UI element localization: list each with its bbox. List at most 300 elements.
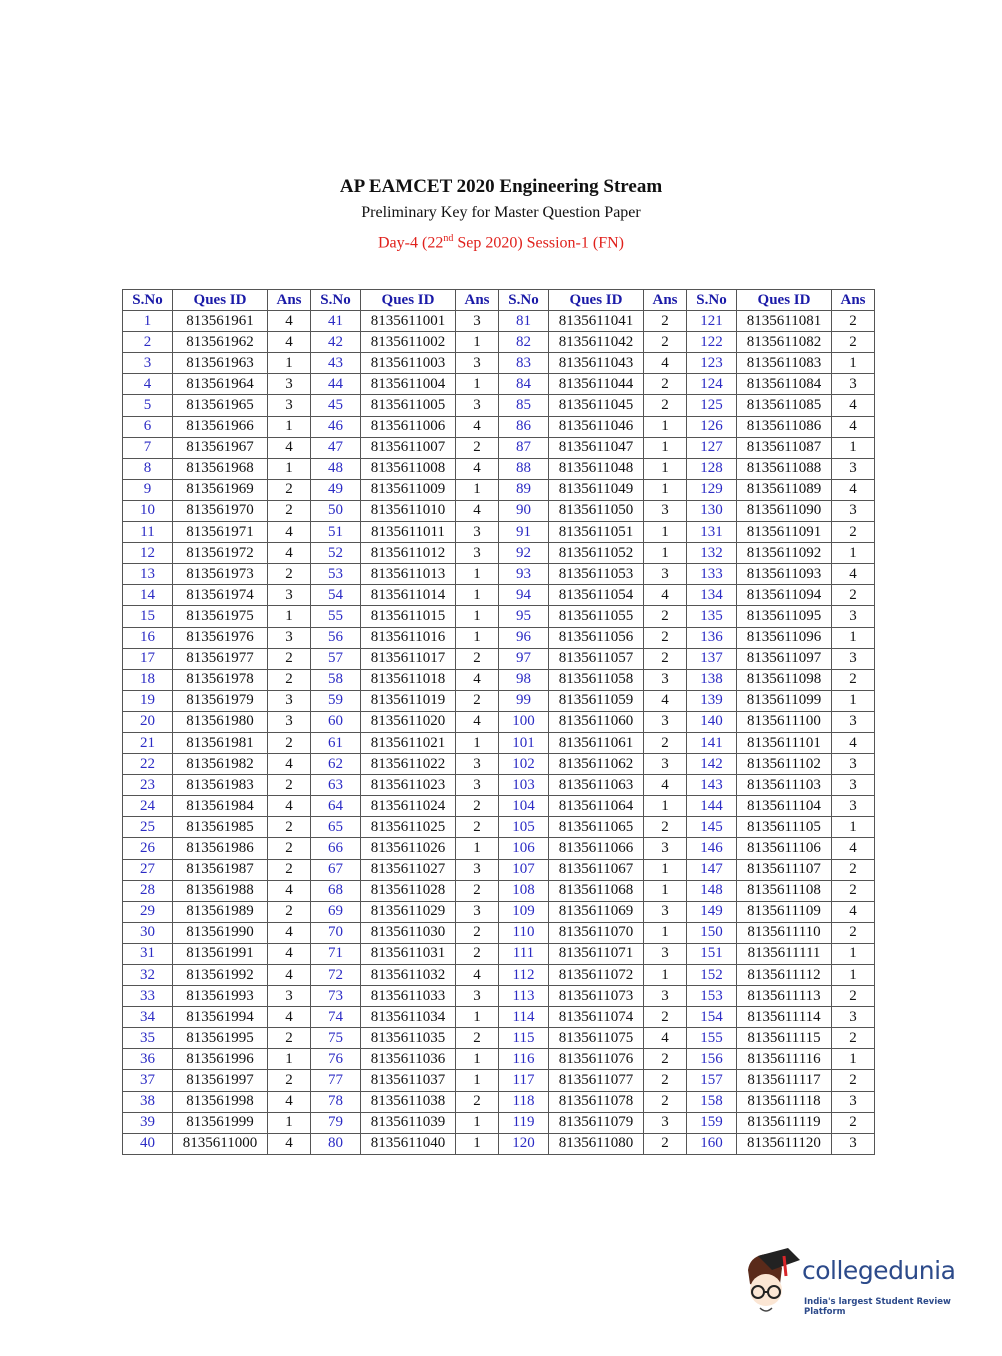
- serial-number-cell: 24: [123, 796, 173, 817]
- serial-number-cell: 119: [499, 1112, 549, 1133]
- serial-number-cell: 56: [311, 627, 361, 648]
- serial-number-cell: 123: [687, 353, 737, 374]
- question-id-cell: 8135611008: [361, 458, 456, 479]
- answer-cell: 1: [456, 1007, 499, 1028]
- serial-number-cell: 95: [499, 606, 549, 627]
- answer-cell: 3: [456, 522, 499, 543]
- answer-cell: 4: [456, 965, 499, 986]
- answer-cell: 2: [832, 986, 875, 1007]
- serial-number-cell: 135: [687, 606, 737, 627]
- answer-cell: 3: [268, 986, 311, 1007]
- serial-number-cell: 115: [499, 1028, 549, 1049]
- question-id-cell: 8135611062: [549, 754, 644, 775]
- answer-cell: 4: [832, 901, 875, 922]
- serial-number-cell: 6: [123, 416, 173, 437]
- serial-number-cell: 156: [687, 1049, 737, 1070]
- serial-number-cell: 43: [311, 353, 361, 374]
- question-id-cell: 8135611072: [549, 965, 644, 986]
- question-id-cell: 8135611042: [549, 332, 644, 353]
- table-row: [123, 500, 875, 521]
- answer-cell: 4: [456, 500, 499, 521]
- question-id-cell: 8135611090: [737, 500, 832, 521]
- serial-number-cell: 152: [687, 965, 737, 986]
- serial-number-cell: 27: [123, 859, 173, 880]
- table-row: [123, 690, 875, 711]
- serial-number-cell: 97: [499, 648, 549, 669]
- question-id-cell: 8135611027: [361, 859, 456, 880]
- serial-number-cell: 134: [687, 585, 737, 606]
- question-id-cell: 8135611082: [737, 332, 832, 353]
- serial-number-cell: 35: [123, 1028, 173, 1049]
- answer-cell: 3: [268, 690, 311, 711]
- question-id-cell: 8135611043: [549, 353, 644, 374]
- serial-number-cell: 144: [687, 796, 737, 817]
- serial-number-cell: 74: [311, 1007, 361, 1028]
- question-id-cell: 8135611024: [361, 796, 456, 817]
- question-id-cell: 8135611083: [737, 353, 832, 374]
- serial-number-cell: 5: [123, 395, 173, 416]
- answer-cell: 3: [832, 374, 875, 395]
- question-id-cell: 8135611040: [361, 1133, 456, 1154]
- table-row: [123, 1007, 875, 1028]
- answer-cell: 4: [644, 775, 687, 796]
- answer-cell: 4: [832, 395, 875, 416]
- answer-cell: 1: [644, 543, 687, 564]
- answer-cell: 1: [644, 437, 687, 458]
- serial-number-cell: 22: [123, 754, 173, 775]
- question-id-cell: 813561974: [173, 585, 268, 606]
- serial-number-cell: 26: [123, 838, 173, 859]
- serial-number-cell: 77: [311, 1070, 361, 1091]
- serial-number-cell: 31: [123, 943, 173, 964]
- serial-number-cell: 12: [123, 543, 173, 564]
- serial-number-cell: 130: [687, 500, 737, 521]
- question-id-cell: 8135611048: [549, 458, 644, 479]
- serial-number-cell: 120: [499, 1133, 549, 1154]
- answer-cell: 2: [456, 690, 499, 711]
- answer-cell: 3: [644, 901, 687, 922]
- answer-cell: 1: [456, 1070, 499, 1091]
- serial-number-cell: 157: [687, 1070, 737, 1091]
- answer-cell: 1: [644, 859, 687, 880]
- question-id-cell: 8135611086: [737, 416, 832, 437]
- answer-cell: 1: [644, 458, 687, 479]
- answer-cell: 2: [456, 922, 499, 943]
- answer-cell: 3: [268, 395, 311, 416]
- serial-number-cell: 108: [499, 880, 549, 901]
- question-id-cell: 8135611015: [361, 606, 456, 627]
- serial-number-cell: 145: [687, 817, 737, 838]
- question-id-cell: 8135611111: [737, 943, 832, 964]
- serial-number-cell: 11: [123, 522, 173, 543]
- serial-number-cell: 41: [311, 311, 361, 332]
- logo-brand: collegedunia: [802, 1256, 956, 1285]
- question-id-cell: 8135611029: [361, 901, 456, 922]
- session-info: [0, 233, 1002, 252]
- serial-number-cell: 67: [311, 859, 361, 880]
- serial-number-cell: 154: [687, 1007, 737, 1028]
- question-id-cell: 8135611091: [737, 522, 832, 543]
- question-id-cell: 8135611036: [361, 1049, 456, 1070]
- answer-cell: 1: [644, 796, 687, 817]
- question-id-cell: 8135611060: [549, 711, 644, 732]
- question-id-cell: 8135611079: [549, 1112, 644, 1133]
- serial-number-cell: 64: [311, 796, 361, 817]
- answer-cell: 2: [268, 838, 311, 859]
- question-id-cell: 8135611073: [549, 986, 644, 1007]
- answer-cell: 1: [268, 1049, 311, 1070]
- question-id-cell: 8135611105: [737, 817, 832, 838]
- question-id-cell: 813561975: [173, 606, 268, 627]
- serial-number-cell: 17: [123, 648, 173, 669]
- serial-number-cell: 66: [311, 838, 361, 859]
- table-row: [123, 627, 875, 648]
- serial-number-cell: 140: [687, 711, 737, 732]
- question-id-cell: 813561963: [173, 353, 268, 374]
- question-id-cell: 813561983: [173, 775, 268, 796]
- question-id-cell: 8135611112: [737, 965, 832, 986]
- answer-cell: 2: [644, 395, 687, 416]
- answer-cell: 4: [832, 564, 875, 585]
- answer-cell: 2: [644, 332, 687, 353]
- answer-cell: 2: [832, 1070, 875, 1091]
- serial-number-cell: 78: [311, 1091, 361, 1112]
- answer-cell: 1: [644, 416, 687, 437]
- answer-cell: 2: [644, 627, 687, 648]
- answer-cell: 4: [644, 690, 687, 711]
- table-row: [123, 1091, 875, 1112]
- serial-number-cell: 85: [499, 395, 549, 416]
- table-row: [123, 901, 875, 922]
- question-id-cell: 8135611053: [549, 564, 644, 585]
- serial-number-cell: 14: [123, 585, 173, 606]
- question-id-cell: 8135611034: [361, 1007, 456, 1028]
- table-row: [123, 543, 875, 564]
- question-id-cell: 8135611035: [361, 1028, 456, 1049]
- serial-number-cell: 81: [499, 311, 549, 332]
- serial-number-cell: 36: [123, 1049, 173, 1070]
- question-id-cell: 8135611120: [737, 1133, 832, 1154]
- answer-cell: 2: [456, 648, 499, 669]
- question-id-cell: 813561996: [173, 1049, 268, 1070]
- answer-cell: 4: [268, 437, 311, 458]
- question-id-cell: 8135611056: [549, 627, 644, 648]
- serial-number-cell: 8: [123, 458, 173, 479]
- answer-cell: 1: [832, 943, 875, 964]
- serial-number-cell: 50: [311, 500, 361, 521]
- question-id-cell: 8135611070: [549, 922, 644, 943]
- question-id-cell: 8135611067: [549, 859, 644, 880]
- question-id-cell: 813561976: [173, 627, 268, 648]
- serial-number-cell: 112: [499, 965, 549, 986]
- serial-number-cell: 87: [499, 437, 549, 458]
- question-id-cell: 8135611103: [737, 775, 832, 796]
- answer-cell: 3: [644, 711, 687, 732]
- question-id-cell: 8135611104: [737, 796, 832, 817]
- serial-number-cell: 71: [311, 943, 361, 964]
- question-id-cell: 8135611001: [361, 311, 456, 332]
- answer-cell: 3: [644, 1112, 687, 1133]
- question-id-cell: 8135611033: [361, 986, 456, 1007]
- question-id-cell: 8135611064: [549, 796, 644, 817]
- answer-cell: 2: [832, 522, 875, 543]
- answer-cell: 3: [832, 754, 875, 775]
- answer-cell: 4: [832, 416, 875, 437]
- serial-number-cell: 88: [499, 458, 549, 479]
- table-row: [123, 943, 875, 964]
- answer-cell: 1: [456, 564, 499, 585]
- question-id-cell: 8135611007: [361, 437, 456, 458]
- serial-number-cell: 124: [687, 374, 737, 395]
- question-id-cell: 8135611087: [737, 437, 832, 458]
- serial-number-cell: 72: [311, 965, 361, 986]
- question-id-cell: 813561989: [173, 901, 268, 922]
- answer-cell: 4: [644, 353, 687, 374]
- table-row: [123, 1112, 875, 1133]
- question-id-cell: 8135611041: [549, 311, 644, 332]
- question-id-cell: 8135611061: [549, 732, 644, 753]
- question-id-cell: 813561997: [173, 1070, 268, 1091]
- question-id-cell: 8135611025: [361, 817, 456, 838]
- question-id-cell: 8135611106: [737, 838, 832, 859]
- serial-number-cell: 84: [499, 374, 549, 395]
- serial-number-cell: 82: [499, 332, 549, 353]
- question-id-cell: 8135611030: [361, 922, 456, 943]
- question-id-cell: 8135611011: [361, 522, 456, 543]
- serial-number-cell: 13: [123, 564, 173, 585]
- question-id-cell: 8135611012: [361, 543, 456, 564]
- serial-number-cell: 7: [123, 437, 173, 458]
- serial-number-cell: 96: [499, 627, 549, 648]
- answer-cell: 2: [456, 817, 499, 838]
- question-id-cell: 8135611095: [737, 606, 832, 627]
- answer-cell: 3: [832, 1091, 875, 1112]
- serial-number-cell: 102: [499, 754, 549, 775]
- answer-cell: 1: [456, 332, 499, 353]
- answer-cell: 2: [644, 374, 687, 395]
- serial-number-cell: 58: [311, 669, 361, 690]
- question-id-cell: 8135611031: [361, 943, 456, 964]
- answer-cell: 2: [456, 437, 499, 458]
- question-id-cell: 813561982: [173, 754, 268, 775]
- serial-number-cell: 136: [687, 627, 737, 648]
- answer-cell: 2: [268, 669, 311, 690]
- answer-cell: 3: [268, 627, 311, 648]
- serial-number-cell: 93: [499, 564, 549, 585]
- ques-id-header: Ques ID: [549, 290, 644, 311]
- answer-cell: 2: [268, 648, 311, 669]
- question-id-cell: 8135611038: [361, 1091, 456, 1112]
- question-id-cell: 813561968: [173, 458, 268, 479]
- question-id-cell: 813561970: [173, 500, 268, 521]
- answer-cell: 1: [456, 479, 499, 500]
- table-row: [123, 606, 875, 627]
- question-id-cell: 8135611118: [737, 1091, 832, 1112]
- question-id-cell: 813561965: [173, 395, 268, 416]
- serial-number-cell: 103: [499, 775, 549, 796]
- answer-cell: 1: [832, 965, 875, 986]
- serial-number-cell: 2: [123, 332, 173, 353]
- answer-cell: 1: [644, 965, 687, 986]
- answer-cell: 2: [832, 1028, 875, 1049]
- question-id-cell: 813561985: [173, 817, 268, 838]
- question-id-cell: 8135611063: [549, 775, 644, 796]
- table-row: [123, 1133, 875, 1154]
- serial-number-cell: 155: [687, 1028, 737, 1049]
- table-row: [123, 775, 875, 796]
- question-id-cell: 8135611116: [737, 1049, 832, 1070]
- serial-number-cell: 104: [499, 796, 549, 817]
- answer-cell: 1: [456, 1133, 499, 1154]
- question-id-cell: 8135611115: [737, 1028, 832, 1049]
- table-row: [123, 796, 875, 817]
- answer-cell: 4: [456, 416, 499, 437]
- table-row: [123, 986, 875, 1007]
- question-id-cell: 813561971: [173, 522, 268, 543]
- serial-number-cell: 114: [499, 1007, 549, 1028]
- serial-number-cell: 37: [123, 1070, 173, 1091]
- answer-cell: 1: [268, 458, 311, 479]
- question-id-cell: 8135611076: [549, 1049, 644, 1070]
- question-id-cell: 813561999: [173, 1112, 268, 1133]
- question-id-cell: 813561964: [173, 374, 268, 395]
- serial-number-cell: 92: [499, 543, 549, 564]
- question-id-cell: 8135611114: [737, 1007, 832, 1028]
- serial-number-cell: 51: [311, 522, 361, 543]
- question-id-cell: 8135611102: [737, 754, 832, 775]
- answer-cell: 2: [644, 1133, 687, 1154]
- answer-cell: 2: [832, 585, 875, 606]
- question-id-cell: 8135611039: [361, 1112, 456, 1133]
- serial-number-cell: 128: [687, 458, 737, 479]
- table-row: [123, 922, 875, 943]
- serial-number-cell: 100: [499, 711, 549, 732]
- serial-number-cell: 53: [311, 564, 361, 585]
- answer-cell: 3: [832, 458, 875, 479]
- question-id-cell: 8135611107: [737, 859, 832, 880]
- question-id-cell: 8135611050: [549, 500, 644, 521]
- question-id-cell: 8135611045: [549, 395, 644, 416]
- question-id-cell: 8135611098: [737, 669, 832, 690]
- serial-number-cell: 107: [499, 859, 549, 880]
- serial-number-cell: 28: [123, 880, 173, 901]
- question-id-cell: 8135611097: [737, 648, 832, 669]
- answer-cell: 3: [456, 311, 499, 332]
- serial-number-cell: 18: [123, 669, 173, 690]
- answer-cell: 3: [456, 353, 499, 374]
- question-id-cell: 8135611047: [549, 437, 644, 458]
- answer-cell: 1: [832, 353, 875, 374]
- table-row: [123, 458, 875, 479]
- question-id-cell: 8135611017: [361, 648, 456, 669]
- answer-cell: 2: [268, 732, 311, 753]
- answer-cell: 1: [268, 1112, 311, 1133]
- serial-number-cell: 60: [311, 711, 361, 732]
- answer-cell: 2: [268, 775, 311, 796]
- serial-number-cell: 125: [687, 395, 737, 416]
- ques-id-header: Ques ID: [737, 290, 832, 311]
- question-id-cell: 8135611002: [361, 332, 456, 353]
- table-row: [123, 817, 875, 838]
- question-id-cell: 8135611023: [361, 775, 456, 796]
- question-id-cell: 8135611058: [549, 669, 644, 690]
- answer-cell: 1: [456, 374, 499, 395]
- serial-number-cell: 62: [311, 754, 361, 775]
- serial-number-cell: 68: [311, 880, 361, 901]
- table-row: [123, 564, 875, 585]
- answer-cell: 2: [268, 817, 311, 838]
- answer-cell: 2: [268, 564, 311, 585]
- serial-number-cell: 160: [687, 1133, 737, 1154]
- question-id-cell: 8135611032: [361, 965, 456, 986]
- question-id-cell: 8135611081: [737, 311, 832, 332]
- table-row: [123, 711, 875, 732]
- answer-cell: 1: [456, 1112, 499, 1133]
- serial-number-cell: 98: [499, 669, 549, 690]
- question-id-cell: 8135611085: [737, 395, 832, 416]
- answer-cell: 2: [268, 1028, 311, 1049]
- question-id-cell: 813561987: [173, 859, 268, 880]
- ques-id-header: Ques ID: [361, 290, 456, 311]
- answer-cell: 2: [832, 669, 875, 690]
- answer-cell: 2: [456, 943, 499, 964]
- table-header-row: [123, 290, 875, 311]
- question-id-cell: 8135611051: [549, 522, 644, 543]
- question-id-cell: 8135611009: [361, 479, 456, 500]
- serial-number-cell: 40: [123, 1133, 173, 1154]
- table-row: [123, 395, 875, 416]
- serial-number-cell: 73: [311, 986, 361, 1007]
- table-row: [123, 965, 875, 986]
- serial-number-cell: 127: [687, 437, 737, 458]
- serial-number-cell: 16: [123, 627, 173, 648]
- serial-number-cell: 59: [311, 690, 361, 711]
- answer-cell: 2: [644, 732, 687, 753]
- serial-number-cell: 129: [687, 479, 737, 500]
- serial-number-cell: 33: [123, 986, 173, 1007]
- question-id-cell: 8135611044: [549, 374, 644, 395]
- serial-number-cell: 122: [687, 332, 737, 353]
- answer-cell: 3: [832, 775, 875, 796]
- answer-cell: 4: [268, 1091, 311, 1112]
- sno-header: S.No: [499, 290, 549, 311]
- document-title: AP EAMCET 2020 Engineering Stream: [339, 176, 663, 197]
- serial-number-cell: 29: [123, 901, 173, 922]
- mascot-icon: [744, 1248, 804, 1320]
- question-id-cell: 813561990: [173, 922, 268, 943]
- serial-number-cell: 1: [123, 311, 173, 332]
- answer-cell: 2: [268, 1070, 311, 1091]
- answer-cell: 2: [644, 1091, 687, 1112]
- answer-cell: 3: [644, 754, 687, 775]
- table-row: [123, 648, 875, 669]
- question-id-cell: 813561977: [173, 648, 268, 669]
- answer-cell: 4: [268, 754, 311, 775]
- serial-number-cell: 61: [311, 732, 361, 753]
- question-id-cell: 8135611071: [549, 943, 644, 964]
- serial-number-cell: 21: [123, 732, 173, 753]
- ans-header: Ans: [832, 290, 875, 311]
- question-id-cell: 8135611052: [549, 543, 644, 564]
- question-id-cell: 8135611089: [737, 479, 832, 500]
- answer-cell: 4: [832, 732, 875, 753]
- answer-cell: 3: [644, 986, 687, 1007]
- answer-cell: 1: [456, 606, 499, 627]
- serial-number-cell: 116: [499, 1049, 549, 1070]
- answer-cell: 3: [644, 838, 687, 859]
- serial-number-cell: 47: [311, 437, 361, 458]
- serial-number-cell: 139: [687, 690, 737, 711]
